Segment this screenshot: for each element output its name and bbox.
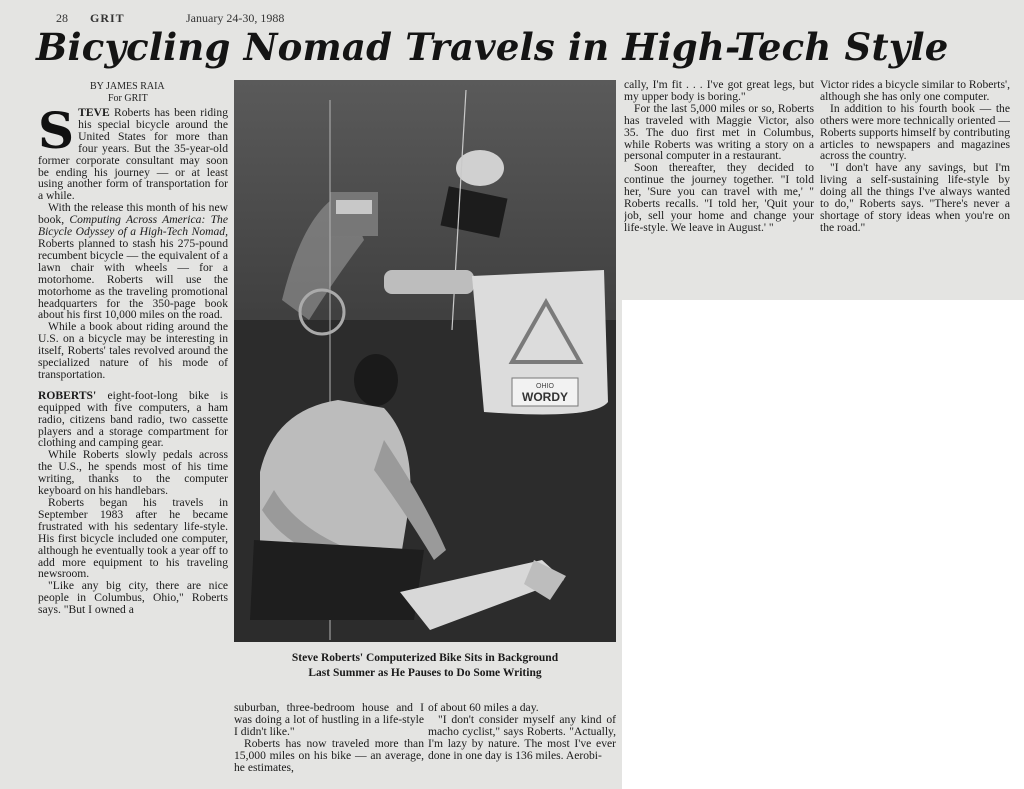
paragraph-text: With the release this month of his new book, bbox=[38, 201, 228, 227]
bike-frame bbox=[384, 270, 474, 294]
subhead-lead-in: ROBERTS' bbox=[38, 388, 97, 402]
article-paragraph: "I don't have any savings, but I'm living a self-sustaining life-style by doing all the things I've always wanted to do," Roberts says. "There's never a shortage of story ideas when you're on the road." bbox=[820, 161, 1010, 234]
article-column-4 bbox=[624, 79, 814, 299]
issue-date: January 24-30, 1988 bbox=[186, 11, 285, 25]
paragraph-text: Roberts has been riding his special bicycle around the United States for more than four years. But the 35-year-old former corporate consultant may soon be ending his journey — or at least using another form of transportation for a while. bbox=[38, 107, 228, 203]
headline: Bicycling Nomad Travels in High-Tech Style bbox=[36, 25, 949, 69]
article-paragraph: For the last 5,000 miles or so, Roberts has traveled with Maggie Victor, also 35. The duo first met in Columbus, while Roberts was writing a story on a personal computer in a restaurant. bbox=[624, 101, 814, 163]
article-column-2 bbox=[234, 702, 424, 789]
man-head bbox=[354, 354, 398, 406]
byline bbox=[90, 81, 230, 105]
bike-screen bbox=[336, 200, 372, 214]
caption-line: Steve Roberts' Computerized Bike Sits in Background bbox=[291, 652, 559, 664]
caption-line: Last Summer as He Pauses to Do Some Writing bbox=[308, 667, 542, 679]
article-paragraph: While Roberts slowly pedals across the U.S., he spends most of his time writing, thanks to the computer keyboard on his handlebars. bbox=[38, 448, 228, 498]
article-paragraph bbox=[38, 107, 228, 202]
publication-name: GRIT bbox=[90, 11, 125, 25]
drop-cap: S bbox=[38, 107, 75, 160]
article-paragraph: "I don't consider myself any kind of macho cyclist," says Roberts. "Actually, I'm lazy by nature. The most I've ever done in one day is 136 miles. Aerobi- bbox=[428, 712, 616, 762]
plate-text: WORDY bbox=[522, 390, 568, 404]
article-paragraph bbox=[38, 202, 228, 321]
paragraph-text: eight-foot-long bike is equipped with five computers, a ham radio, citizens band radio, two cassette players and a storage compartment for clothing and camping gear. bbox=[38, 388, 228, 450]
article-paragraph: of about 60 miles a day. bbox=[428, 702, 539, 714]
article-paragraph: Soon thereafter, they decided to continue the journey together. "I told her, 'Sure you can travel with me,' " Roberts recalls. "I told her, 'Quit your job, sell your home and change your life-style. We leave in August.' " bbox=[624, 161, 814, 234]
article-paragraph: Victor rides a bicycle similar to Roberts', although she has only one computer. bbox=[820, 79, 1010, 103]
article-paragraph: Roberts has now traveled more than 15,000 miles on his bike — an average, he estimates, bbox=[234, 736, 424, 774]
article-column-3 bbox=[428, 702, 616, 789]
paragraph-text: Roberts planned to stash his 275-pound recumbent bicycle — the equivalent of a lawn chair with wheels — for a motorhome. Roberts will use the motorhome as the traveling promotional headquarters for the 350-page book about his first 10,000 miles on the road. bbox=[38, 236, 228, 322]
article-column-5 bbox=[820, 79, 1010, 299]
article-column-1 bbox=[38, 107, 228, 789]
article-paragraph: While a book about riding around the U.S. on a bicycle may be interesting in itself, Roberts' tales revolved around the specialized nature of his mode of transportation. bbox=[38, 320, 228, 381]
photo-caption bbox=[234, 651, 616, 681]
article-paragraph: In addition to his fourth book — the others were more technically oriented — Roberts supports himself by contributing articles to newspapers and magazines across the country. bbox=[820, 101, 1010, 163]
article-paragraph: suburban, three-bedroom house and I was doing a lot of hustling in a life-style I didn't like." bbox=[234, 702, 424, 738]
book-title: Computing Across America: The Bicycle Odyssey of a High-Tech Nomad, bbox=[38, 213, 228, 239]
page-number: 28 bbox=[56, 11, 68, 25]
article-paragraph bbox=[38, 390, 228, 450]
man-legs bbox=[250, 540, 424, 620]
article-paragraph: "Like any big city, there are nice people in Columbus, Ohio," Roberts says. "But I owned a bbox=[38, 579, 228, 617]
byline-author: BY JAMES RAIA bbox=[90, 81, 165, 92]
lead-in: TEVE bbox=[78, 107, 110, 119]
bike-helmet bbox=[456, 150, 504, 186]
byline-affiliation: For GRIT bbox=[108, 93, 148, 104]
photo-illustration bbox=[234, 80, 616, 642]
article-paragraph: Roberts began his travels in September 1983 after he became frustrated with his sedentary life-style. His first bicycle included one computer, although he eventually took a year off to add more equipment to his traveling newsroom. bbox=[38, 496, 228, 581]
plate-state: OHIO bbox=[536, 383, 554, 390]
article-photo bbox=[234, 80, 616, 642]
article-paragraph: cally, I'm fit . . . I've got great legs, but my upper body is boring." bbox=[624, 79, 814, 103]
